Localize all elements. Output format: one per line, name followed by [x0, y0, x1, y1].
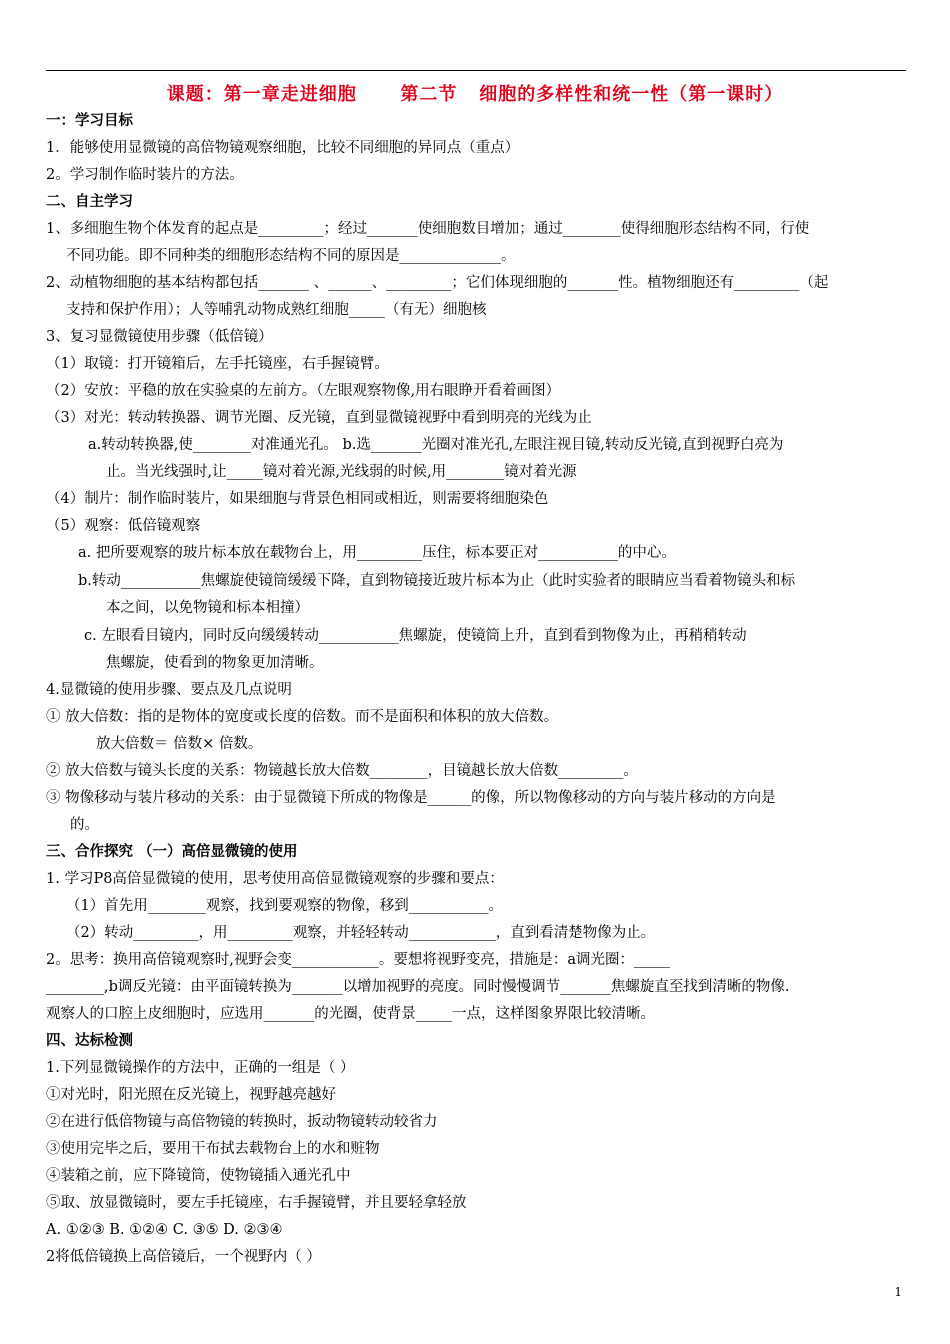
text-line: ③ 物像移动与装片移动的关系：由于显微镜下所成的物像是______的像，所以物像移动的方向与装片移动的方向是: [46, 790, 776, 806]
page-title: 课题：第一章走进细胞 第二节 细胞的多样性和统一性（第一课时）: [166, 84, 784, 105]
text-line: （5）观察：低倍镜观察: [46, 518, 201, 534]
text-line: b.转动___________焦螺旋使镜筒缓缓下降，直到物镜接近玻片标本为止（此时实验者的眼睛应当看着物镜头和标: [78, 573, 796, 589]
text-line: ________,b调反光镜：由平面镜转换为_______以增加视野的亮度。同时慢慢调节_______焦螺旋直至找到清晰的物像.: [46, 979, 790, 995]
text-line: 2将低倍镜换上高倍镜后，一个视野内（ ）: [46, 1249, 321, 1265]
text-line: ②在进行低倍物镜与高倍物镜的转换时，扳动物镜转动较省力: [46, 1114, 438, 1130]
text-line: 1、多细胞生物个体发育的起点是_________；经过_______使细胞数目增加；通过________使得细胞形态结构不同，行使: [46, 221, 810, 237]
text-line: 1.下列显微镜操作的方法中，正确的一组是（ ）: [46, 1060, 355, 1076]
text-line: （2）转动_________，用_________观察，并轻轻转动____________，直到看清楚物像为止。: [66, 925, 656, 941]
text-line: 观察人的口腔上皮细胞时，应选用_______的光圈，使背景_____一点，这样图象界限比较清晰。: [46, 1006, 655, 1022]
text-line: 止。当光线强时,让_____镜对着光源,光线弱的时候,用________镜对着光源: [106, 464, 577, 480]
section-heading: 三、合作探究 （一）高倍显微镜的使用: [46, 844, 298, 860]
top-rule: [46, 70, 906, 71]
text-line: 1．能够使用显微镜的高倍物镜观察细胞，比较不同细胞的异同点（重点）: [46, 140, 520, 156]
text-line: 不同功能。即不同种类的细胞形态结构不同的原因是______________。: [66, 248, 516, 264]
text-line: 放大倍数＝ 倍数× 倍数。: [96, 736, 263, 752]
text-line: 支持和保护作用）；人等哺乳动物成熟红细胞_____（有无）细胞核: [66, 302, 487, 318]
text-line: （1）首先用________观察，找到要观察的物像，移到___________。: [66, 898, 503, 914]
text-line: c. 左眼看目镜内，同时反向缓缓转动___________焦螺旋，使镜筒上升，直到看到物像为止，再稍稍转动: [84, 628, 747, 644]
text-line: 2、动植物细胞的基本结构都包括_______ 、______、_________；它们体现细胞的_______性。植物细胞还有_________（起: [46, 275, 829, 291]
page-number: 1: [894, 1285, 902, 1299]
text-line: ② 放大倍数与镜头长度的关系：物镜越长放大倍数________，目镜越长放大倍数_________。: [46, 763, 638, 779]
text-line: 4.显微镜的使用步骤、要点及几点说明: [46, 682, 292, 698]
text-line: 焦螺旋，使看到的物象更加清晰。: [106, 655, 324, 671]
text-line: （2）安放：平稳的放在实验桌的左前方。（左眼观察物像,用右眼睁开看着画图）: [46, 383, 561, 399]
text-line: （1）取镜：打开镜箱后，左手托镜座，右手握镜臂。: [46, 356, 389, 372]
text-line: （3）对光：转动转换器、调节光圈、反光镜，直到显微镜视野中看到明亮的光线为止: [46, 410, 592, 426]
text-line: （4）制片：制作临时装片，如果细胞与背景色相同或相近，则需要将细胞染色: [46, 491, 549, 507]
text-line: ③使用完毕之后，要用干布拭去载物台上的水和赃物: [46, 1141, 380, 1157]
text-line: A. ①②③ B. ①②④ C. ③⑤ D. ②③④: [46, 1222, 283, 1238]
text-line: a. 把所要观察的玻片标本放在载物台上，用_________压住，标本要正对___________的中心。: [78, 545, 676, 561]
text-line: ① 放大倍数：指的是物体的宽度或长度的倍数。而不是面积和体积的放大倍数。: [46, 709, 559, 725]
text-line: ④装箱之前，应下降镜筒，使物镜插入通光孔中: [46, 1168, 351, 1184]
text-line: ①对光时，阳光照在反光镜上，视野越亮越好: [46, 1087, 336, 1103]
text-line: 1. 学习P8高倍显微镜的使用，思考使用高倍显微镜观察的步骤和要点：: [46, 871, 504, 887]
text-line: a.转动转换器,使________对准通光孔。 b.选_______光圈对准光孔,左眼注视目镜,转动反光镜,直到视野白亮为: [88, 437, 784, 453]
text-line: ⑤取、放显微镜时，要左手托镜座，右手握镜臂，并且要轻拿轻放: [46, 1195, 467, 1211]
text-line: 3、复习显微镜使用步骤（低倍镜）: [46, 329, 273, 345]
text-line: 2。学习制作临时装片的方法。: [46, 167, 244, 183]
text-line: 本之间，以免物镜和标本相撞）: [106, 600, 309, 616]
text-line: 2。思考：换用高倍镜观察时,视野会变____________。要想将视野变亮，措施是：a调光圈：_____: [46, 952, 671, 968]
section-heading: 四、达标检测: [46, 1033, 133, 1049]
section-heading: 一：学习目标: [46, 113, 133, 129]
section-heading: 二、自主学习: [46, 194, 133, 210]
text-line: 的。: [70, 817, 99, 833]
